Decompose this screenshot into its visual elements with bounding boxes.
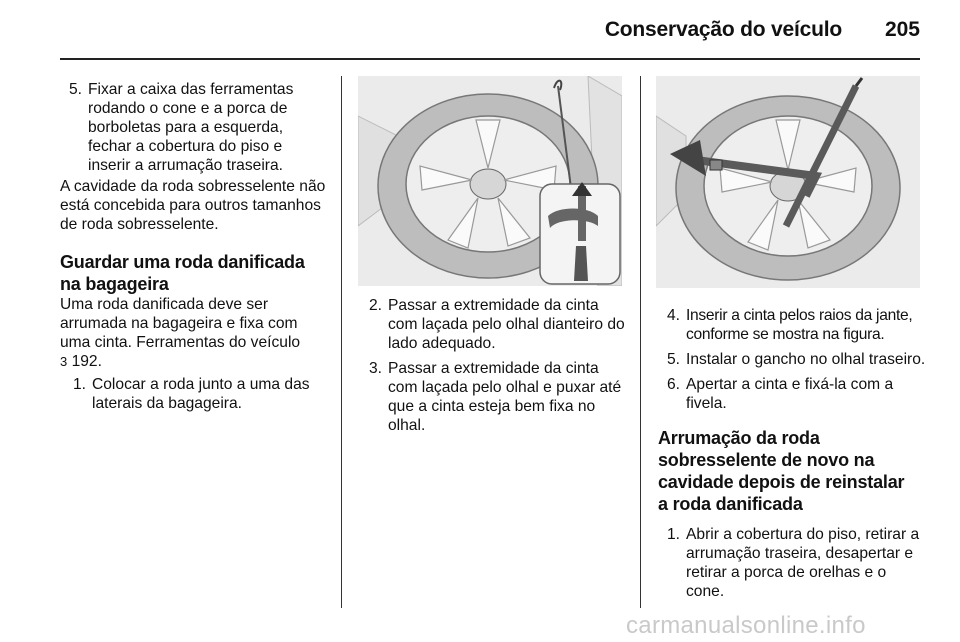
list-number: 1. bbox=[72, 376, 86, 393]
column-divider-right bbox=[640, 76, 641, 608]
list-item bbox=[60, 80, 326, 175]
list-text: Apertar a cinta e fixá-la com a fivela. bbox=[686, 376, 894, 412]
page-title: Conservação do veículo bbox=[604, 18, 842, 41]
right-column bbox=[658, 306, 928, 601]
list-item bbox=[658, 525, 928, 601]
list-item bbox=[60, 375, 326, 413]
page-header bbox=[0, 0, 960, 60]
page-number: 205 bbox=[884, 18, 920, 41]
note-paragraph: A cavidade da roda sobresselente não está concebida para outros tamanhos de roda sobresselente. bbox=[60, 178, 326, 233]
header-divider bbox=[60, 58, 920, 60]
list-number: 3. bbox=[368, 360, 382, 377]
list-item bbox=[360, 296, 628, 353]
body-paragraph bbox=[60, 295, 326, 371]
body-text: Uma roda danificada deve ser arrumada na bagageira e fixa com uma cinta. Ferramentas do veículo bbox=[60, 296, 301, 351]
list-number: 5. bbox=[666, 351, 680, 368]
list-text: Passar a extremidade da cinta com laçada pelo olhal e puxar até que a cinta esteja bem fixa no olhal. bbox=[388, 360, 622, 434]
watermark: carmanualsonline.info bbox=[626, 612, 866, 639]
page-reference-icon: 3 bbox=[60, 354, 68, 369]
list-number: 4. bbox=[666, 307, 680, 324]
column-divider-left bbox=[341, 76, 342, 608]
list-number: 6. bbox=[666, 376, 680, 393]
list-text: Inserir a cinta pelos raios da jante, conforme se mostra na figura. bbox=[686, 307, 913, 343]
list-number: 1. bbox=[666, 526, 680, 543]
list-text: Instalar o gancho no olhal traseiro. bbox=[686, 351, 926, 368]
list-text: Fixar a caixa das ferramentas rodando o cone e a porca de borboletas para a esquerda, fechar a cobertura do piso e inserir a arrumação traseira. bbox=[88, 81, 294, 174]
list-number: 2. bbox=[368, 297, 382, 314]
list-text: Passar a extremidade da cinta com laçada pelo olhal dianteiro do lado adequado. bbox=[388, 297, 625, 352]
page-reference[interactable]: 192. bbox=[71, 353, 102, 370]
list-item bbox=[658, 375, 928, 413]
spare-wheel-illustration bbox=[358, 76, 622, 286]
list-item bbox=[658, 350, 928, 369]
strap-routing-illustration bbox=[656, 76, 920, 288]
list-item bbox=[658, 306, 928, 344]
list-text: Colocar a roda junto a uma das laterais da bagageira. bbox=[92, 376, 310, 412]
list-item bbox=[360, 359, 628, 435]
left-column bbox=[60, 80, 326, 413]
middle-column bbox=[360, 296, 628, 435]
section-heading: Arrumação da roda sobresselente de novo na cavidade depois de reinstalar a roda danificada bbox=[658, 428, 905, 514]
list-number: 5. bbox=[68, 81, 82, 98]
section-heading: Guardar uma roda danificada na bagageira bbox=[60, 252, 305, 294]
list-text: Abrir a cobertura do piso, retirar a arrumação traseira, desapertar e retirar a porca de orelhas e o cone. bbox=[686, 526, 920, 600]
